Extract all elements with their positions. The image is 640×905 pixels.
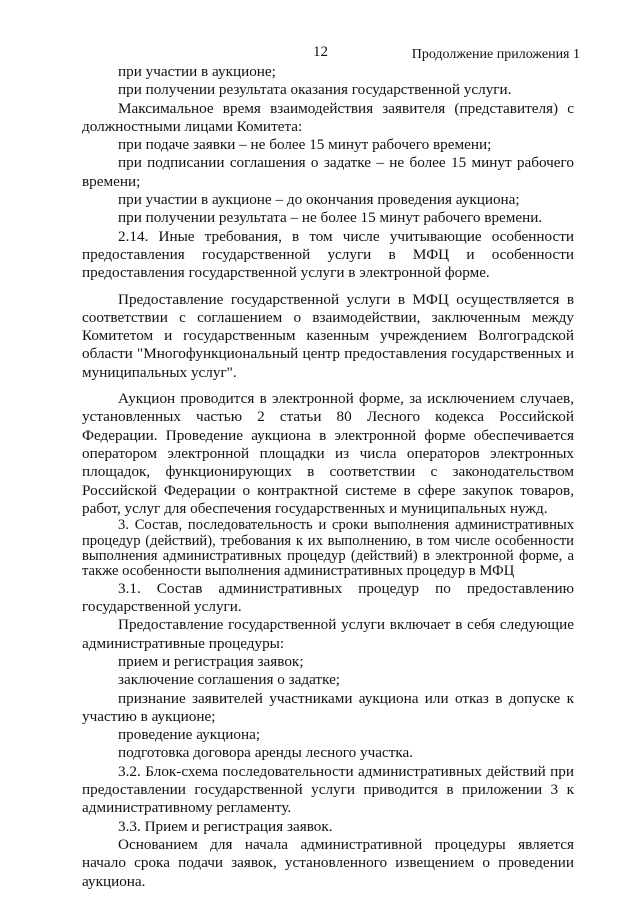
list-item: подготовка договора аренды лесного участка. [118, 744, 414, 762]
clause-2-14: 2.14. Иные требования, в том числе учитывающие особенности предоставления государственной услуги в МФЦ и особенности предоставления государственной услуги в электронной форме. [82, 227, 574, 282]
document-body [82, 63, 574, 891]
paragraph: при подаче заявки – не более 15 минут рабочего времени; [118, 136, 492, 154]
continuation-label: Продолжение приложения 1 [411, 47, 580, 62]
list-item: заключение соглашения о задатке; [118, 671, 341, 689]
paragraph: при получении результата оказания государственной услуги. [118, 81, 512, 99]
list-item: прием и регистрация заявок; [118, 652, 304, 670]
paragraph: при подписании соглашения о задатке – не более 15 минут рабочего времени; [82, 154, 574, 190]
clause-3-1: 3.1. Состав административных процедур по предоставлению государственной услуги. [82, 579, 574, 616]
paragraph: при участии в аукционе; [118, 63, 276, 80]
clause-3-3: 3.3. Прием и регистрация заявок. [118, 817, 333, 835]
list-item: признание заявителей участниками аукциона или отказ в допуске к участию в аукционе; [82, 689, 574, 725]
page-number: 12 [313, 44, 328, 60]
paragraph: при участии в аукционе – до окончания проведения аукциона; [118, 191, 520, 209]
paragraph: Предоставление государственной услуги в МФЦ осуществляется в соответствии с соглашением о взаимодействии, заключенным между Комитетом и государственным казенным учреждением Волгоградской области "Многофункциональный центр предоставления государственных и муниципальных услуг". [82, 290, 574, 381]
paragraph: Аукцион проводится в электронной форме, за исключением случаев, установленных частью 2 статьи 80 Лесного кодекса Российской Федерации. Проведение аукциона в электронной форме обеспечивается оператором электронной площадки из числа операторов электронных площадок, функционирующих в соответствии с законодательством Российской Федерации о контрактной системе в сфере закупок товаров, работ, услуг для обеспечения государственных и муниципальных нужд. [82, 390, 574, 517]
section-heading: 3. Состав, последовательность и сроки выполнения административных процедур (действий), требования к их выполнению, в том числе особенности выполнения административных процедур (действий) в электронной форме, а также особенности выполнения административных процедур в МФЦ [82, 517, 574, 580]
paragraph: Предоставление государственной услуги включает в себя следующие административные процедуры: [82, 616, 574, 652]
clause-3-2: 3.2. Блок-схема последовательности административных действий при предоставлении государственной услуги приводится в приложении 3 к административному регламенту. [82, 762, 574, 817]
list-item: проведение аукциона; [118, 726, 261, 744]
paragraph: при получении результата – не более 15 минут рабочего времени. [118, 209, 543, 227]
paragraph: Максимальное время взаимодействия заявителя (представителя) с должностными лицами Комитета: [82, 99, 574, 135]
paragraph: Основанием для начала административной процедуры является начало срока подачи заявок, установленного извещением о проведении аукциона. [82, 835, 574, 890]
